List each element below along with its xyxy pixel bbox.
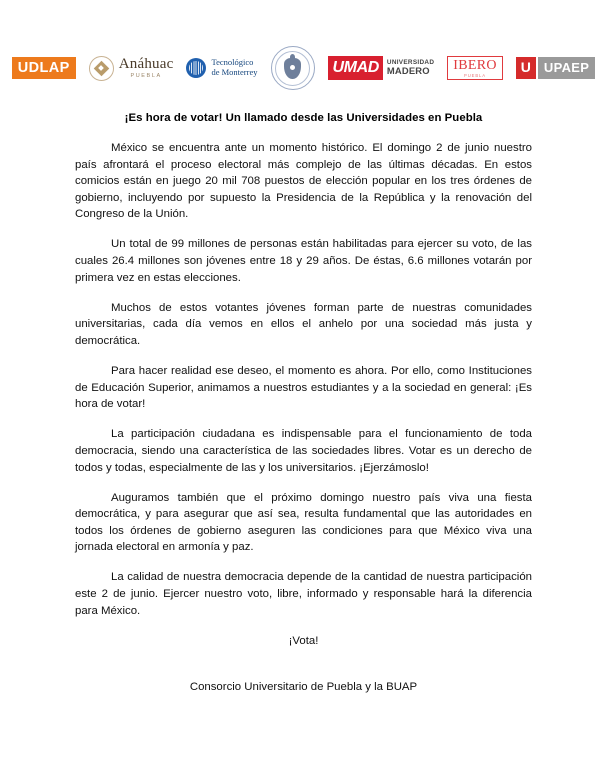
logo-anahuac	[89, 56, 174, 81]
ibero-subtitle: PUEBLA	[464, 73, 486, 79]
tec-text-block	[211, 58, 257, 77]
paragraph: La calidad de nuestra democracia depende de la cantidad de nuestra participación este 2 de junio. Ejercer nuestro voto, libre, informado y responsable hará la diferencia para México.	[75, 571, 532, 617]
buap-seal-inner	[280, 54, 306, 82]
logo-ibero	[447, 56, 503, 81]
umad-text-block	[383, 56, 434, 80]
upaep-initial-mark: U	[516, 57, 536, 78]
document-content	[0, 112, 607, 696]
paragraph: Muchos de estos votantes jóvenes forman parte de nuestras comunidades universitarias, cada día vemos en ellos el anhelo por una sociedad más justa y democrática.	[75, 301, 532, 347]
paragraph: Un total de 99 millones de personas están habilitadas para ejercer su voto, de las cuales 26.4 millones son jóvenes entre 18 y 29 años. De éstas, 6.6 millones votarán por primera vez en estas elecciones.	[75, 238, 532, 284]
page-title: ¡Es hora de votar! Un llamado desde las Universidades en Puebla	[124, 112, 483, 124]
anahuac-wordmark: Anáhuac	[118, 56, 174, 73]
body-copy	[75, 140, 532, 696]
paragraph: La participación ciudadana es indispensable para el funcionamiento de toda democracia, siendo una característica de las sociedades libres. Votar es un derecho de todos y todas, especialmente de las y los universitarios. ¡Ejerzámoslo!	[75, 428, 532, 474]
paragraph: Auguramos también que el próximo domingo nuestro país viva una fiesta democrática, y para asegurar que así sea, resulta fundamental que las autoridades en todos los órdenes de gobierno aseguren las condiciones para que México viva una jornada electoral en armonía y paz.	[75, 491, 532, 554]
tec-wordmark-line2: de Monterrey	[211, 67, 258, 77]
tec-wordmark-line1: Tecnológico	[211, 57, 254, 68]
tec-globe-icon	[186, 58, 206, 78]
umad-subtitle-line1: UNIVERSIDAD	[386, 58, 435, 66]
call-to-action-text: ¡Vota!	[288, 634, 319, 647]
buap-crest-icon	[284, 58, 301, 79]
logo-tecnologico-de-monterrey	[186, 58, 257, 78]
anahuac-subtitle: PUEBLA	[130, 73, 162, 80]
paragraph: Para hacer realidad ese deseo, el momento es ahora. Por ello, como Instituciones de Educación Superior, animamos a nuestros estudiantes y a la sociedad en general: ¡Es hora de votar!	[75, 365, 532, 411]
paragraph: México se encuentra ante un momento histórico. El domingo 2 de junio nuestro país afrontará el proceso electoral más complejo de las últimas décadas. En estos comicios están en juego 20 mil 708 puestos de elección popular en los tres órdenes de gobierno, incluyendo por supuesto la Presidencia de la República y la renovación del Congreso de la Unión.	[75, 142, 532, 221]
udlap-wordmark: UDLAP	[12, 57, 76, 80]
anahuac-text-block	[119, 56, 174, 80]
logo-upaep	[516, 57, 595, 78]
logo-umad	[328, 56, 435, 80]
anahuac-diamond-icon	[89, 56, 114, 81]
buap-seal-icon	[271, 46, 315, 90]
umad-wordmark: UMAD	[328, 56, 383, 80]
university-logo-bar	[0, 0, 607, 90]
logo-buap	[271, 46, 315, 90]
ibero-wordmark: IBERO	[453, 57, 497, 73]
upaep-wordmark: UPAEP	[538, 57, 595, 78]
umad-subtitle-line2: MADERO	[386, 65, 430, 77]
logo-udlap	[12, 57, 76, 80]
signature-line: Consorcio Universitario de Puebla y la BUAP	[189, 681, 418, 694]
